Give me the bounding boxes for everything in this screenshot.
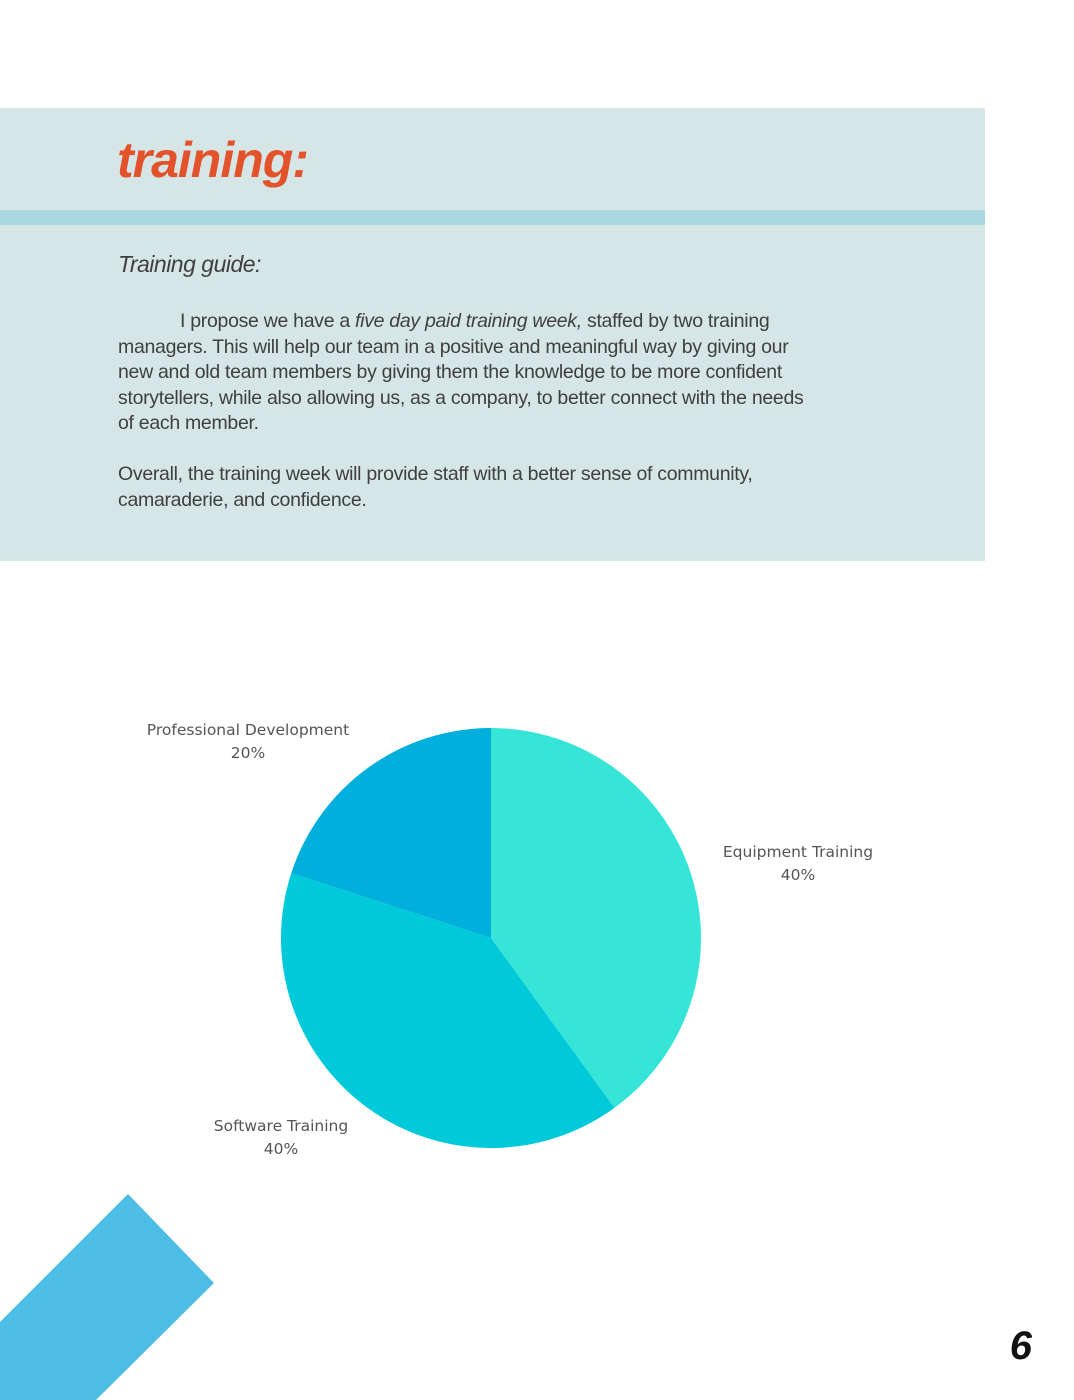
page-number: 6 — [1009, 1324, 1032, 1368]
corner-shape — [0, 1194, 214, 1400]
page-title: training: — [117, 132, 308, 188]
paragraph-proposal-emphasis: five day paid training week, — [355, 310, 582, 332]
pie-label-professional-development: Professional Development — [146, 721, 350, 739]
paragraph-proposal-start: I propose we have a — [180, 310, 356, 332]
pie-percent-professional-development: 20% — [230, 744, 266, 762]
paragraph-proposal-end: staffed by two training managers. This will help our team in a positive and meaningful way by giving our new and old team members by giving them the knowledge to be more confident storytellers, while also allowing us, as a company, to better connect with the needs of each member. — [118, 310, 804, 434]
paragraph-summary: Overall, the training week will provide staff with a better sense of community, camaraderie, and confidence. — [118, 463, 753, 511]
pie-label-equipment-training: Equipment Training — [722, 843, 874, 861]
pie-percent-equipment-training: 40% — [780, 866, 816, 884]
pie-label-software-training: Software Training — [213, 1117, 349, 1135]
pie-percent-software-training: 40% — [263, 1140, 299, 1158]
section-subtitle: Training guide: — [118, 251, 261, 277]
